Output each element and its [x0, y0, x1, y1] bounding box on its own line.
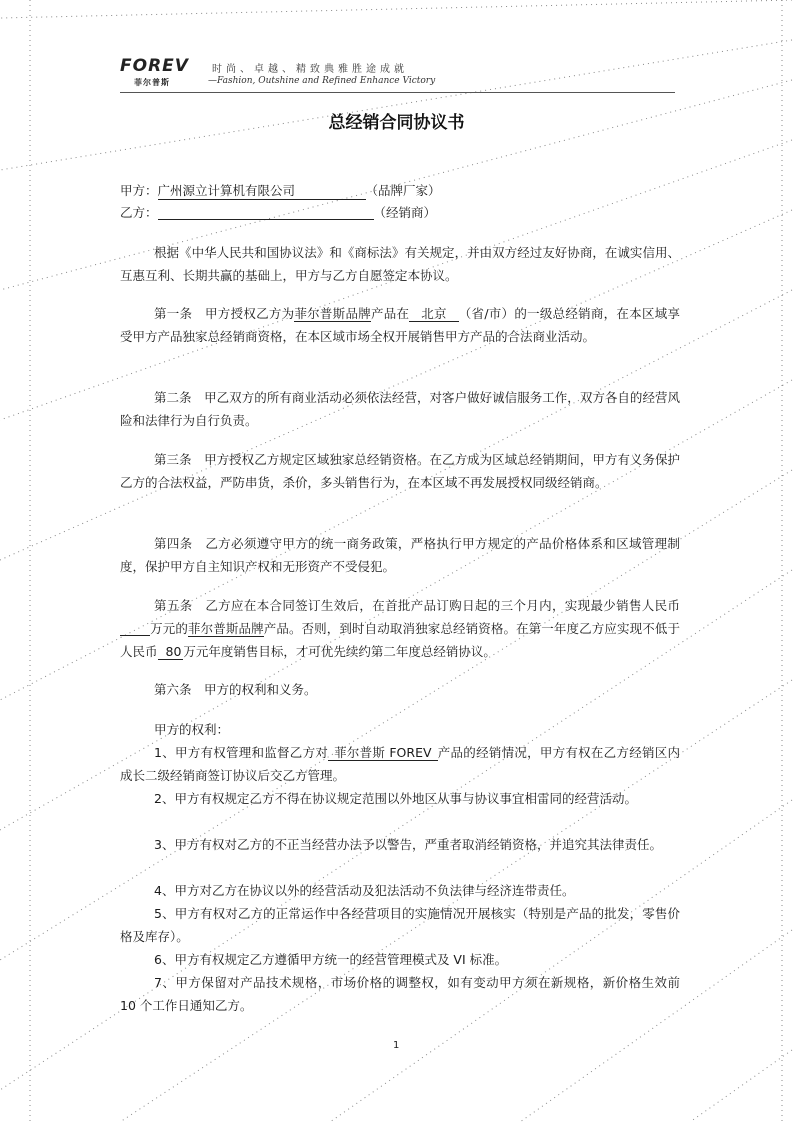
page-header: [120, 56, 675, 94]
article-5-amount: [120, 621, 150, 636]
party-a-note: （品牌厂家）: [365, 183, 441, 198]
right-1-brand: 菲尔普斯 FOREV: [328, 745, 437, 761]
party-a-value: 广州源立计算机有限公司: [158, 181, 366, 200]
article-1-region: 北京: [409, 306, 459, 322]
article-6: 第六条 甲方的权利和义务。: [154, 682, 317, 697]
party-a-line: [120, 181, 441, 200]
right-7: 7、甲方保留对产品技术规格，市场价格的调整权，如有变动甲方须在新规格，新价格生效前 10 个工作日通知乙方。: [120, 975, 680, 1013]
brand-logo: FOREV: [120, 56, 189, 76]
article-5-brand: 菲尔普斯品牌: [187, 621, 264, 636]
party-b-value: [158, 204, 374, 220]
brand-logo-cn: 菲尔普斯: [134, 78, 170, 87]
article-1: [120, 302, 680, 348]
right-3: 3、甲方有权对乙方的不正当经营办法予以警告，严重者取消经销资格，并追究其法律责任。: [154, 837, 662, 852]
intro-paragraph: 根据《中华人民共和国协议法》和《商标法》有关规定，并由双方经过友好协商，在诚实信用、互惠互利、长期共赢的基础上，甲方与乙方自愿签定本协议。: [120, 245, 680, 283]
right-1-post: 产品的经销情况，甲方有权在乙方经销区内成长二级经销商签订协议后交乙方管理。: [120, 745, 680, 783]
slogan-cn: 时尚、卓越、精致典雅胜途成就: [212, 64, 408, 75]
slogan-en: —Fashion, Outshine and Refined Enhance Victory: [208, 76, 436, 86]
party-b-note: （经销商）: [373, 205, 437, 220]
party-b-label: 乙方：: [120, 205, 158, 220]
article-1-text: 第一条 甲方授权乙方为: [154, 306, 295, 321]
article-5-target: 80: [158, 644, 184, 660]
article-1-mid: 产品在: [370, 306, 410, 321]
article-1-post: （省/市）的一级总经销商，在本区域享受甲方产品独家总经销商资格，在本区域市场全权开展销售甲方产品的合法商业活动。: [120, 306, 680, 344]
article-1-brand: 菲尔普斯品牌: [294, 306, 371, 321]
party-b-line: [120, 203, 436, 221]
article-5: [120, 594, 680, 663]
article-5-post2: 万元年度销售目标，才可优先续约第二年度总经销协议。: [183, 644, 496, 659]
article-5-post1: 产品。否则，到时自动取消独家总经销资格。在第一年度乙方应实现不低于人民币: [120, 621, 680, 659]
right-1: [120, 741, 680, 787]
right-1-text: 1、甲方有权管理和监督乙方对: [154, 745, 329, 760]
article-3: 第三条 甲方授权乙方规定区域独家总经销资格。在乙方成为区域总经销期间，甲方有义务保护乙方的合法权益，严防串货，杀价，多头销售行为，在本区域不再发展授权同级经销商。: [120, 452, 680, 490]
right-2: 2、甲方有权规定乙方不得在协议规定范围以外地区从事与协议事宜相雷同的经营活动。: [154, 791, 637, 806]
article-5-text: 第五条 乙方应在本合同签订生效后，在首批产品订购日起的三个月内，实现最少销售人民币: [154, 598, 680, 613]
article-2: 第二条 甲乙双方的所有商业活动必须依法经营，对客户做好诚信服务工作，双方各自的经营风险和法律行为自行负责。: [120, 390, 680, 428]
article-5-mid: 万元的: [150, 621, 188, 636]
document-title: 总经销合同协议书: [328, 113, 465, 133]
rights-title: 甲方的权利：: [154, 722, 230, 737]
right-6: 6、甲方有权规定乙方遵循甲方统一的经营管理模式及 VI 标准。: [154, 952, 508, 967]
page-number: 1: [393, 1040, 400, 1051]
header-rule: [120, 92, 675, 93]
party-a-label: 甲方：: [120, 183, 158, 198]
article-4: 第四条 乙方必须遵守甲方的统一商务政策，严格执行甲方规定的产品价格体系和区域管理制度，保护甲方自主知识产权和无形资产不受侵犯。: [120, 536, 680, 574]
right-5: 5、甲方有权对乙方的正常运作中各经营项目的实施情况开展核实（特别是产品的批发，零售价格及库存）。: [120, 906, 680, 944]
right-4: 4、甲方对乙方在协议以外的经营活动及犯法活动不负法律与经济连带责任。: [154, 883, 575, 898]
